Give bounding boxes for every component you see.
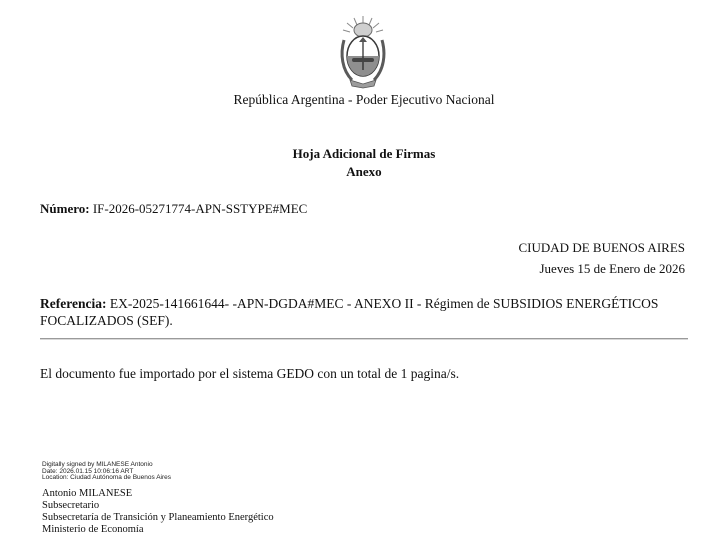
signature-date: Date: 2026.01.15 10:06:16 ART [42, 467, 134, 475]
coat-of-arms-icon [338, 14, 388, 90]
reference-value: EX-2025-141661644- -APN-DGDA#MEC - ANEXO II - Régimen de SUBSIDIOS ENERGÉTICOS FOCALIZADOS (SEF). [40, 296, 659, 328]
document-number [40, 201, 307, 217]
document-subtitle: Anexo [346, 164, 382, 179]
document-reference [40, 295, 688, 329]
signer-block [42, 488, 274, 536]
document-body: El documento fue importado por el sistema GEDO con un total de 1 pagina/s. [40, 366, 460, 381]
signed-by: Digitally signed by MILANESE Antonio [42, 461, 153, 468]
institution-header: República Argentina - Poder Ejecutivo Nacional [233, 92, 495, 107]
document-number-label: Número: [40, 201, 90, 216]
signer-name: Antonio MILANESE [42, 488, 133, 499]
document-city: CIUDAD DE BUENOS AIRES [518, 240, 685, 255]
document-date: Jueves 15 de Enero de 2026 [539, 261, 685, 276]
digital-signature-stamp [42, 462, 171, 482]
reference-label: Referencia: [40, 296, 107, 311]
signer-role: Subsecretario [42, 500, 100, 511]
signer-office: Subsecretaría de Transición y Planeamiento Energético [42, 512, 274, 523]
signature-location: Location: Ciudad Autónoma de Buenos Aires [42, 474, 172, 482]
signer-ministry: Ministerio de Economía [42, 524, 144, 535]
divider [40, 338, 688, 340]
document-title: Hoja Adicional de Firmas [292, 146, 436, 161]
document-number-value: IF-2026-05271774-APN-SSTYPE#MEC [92, 201, 308, 216]
